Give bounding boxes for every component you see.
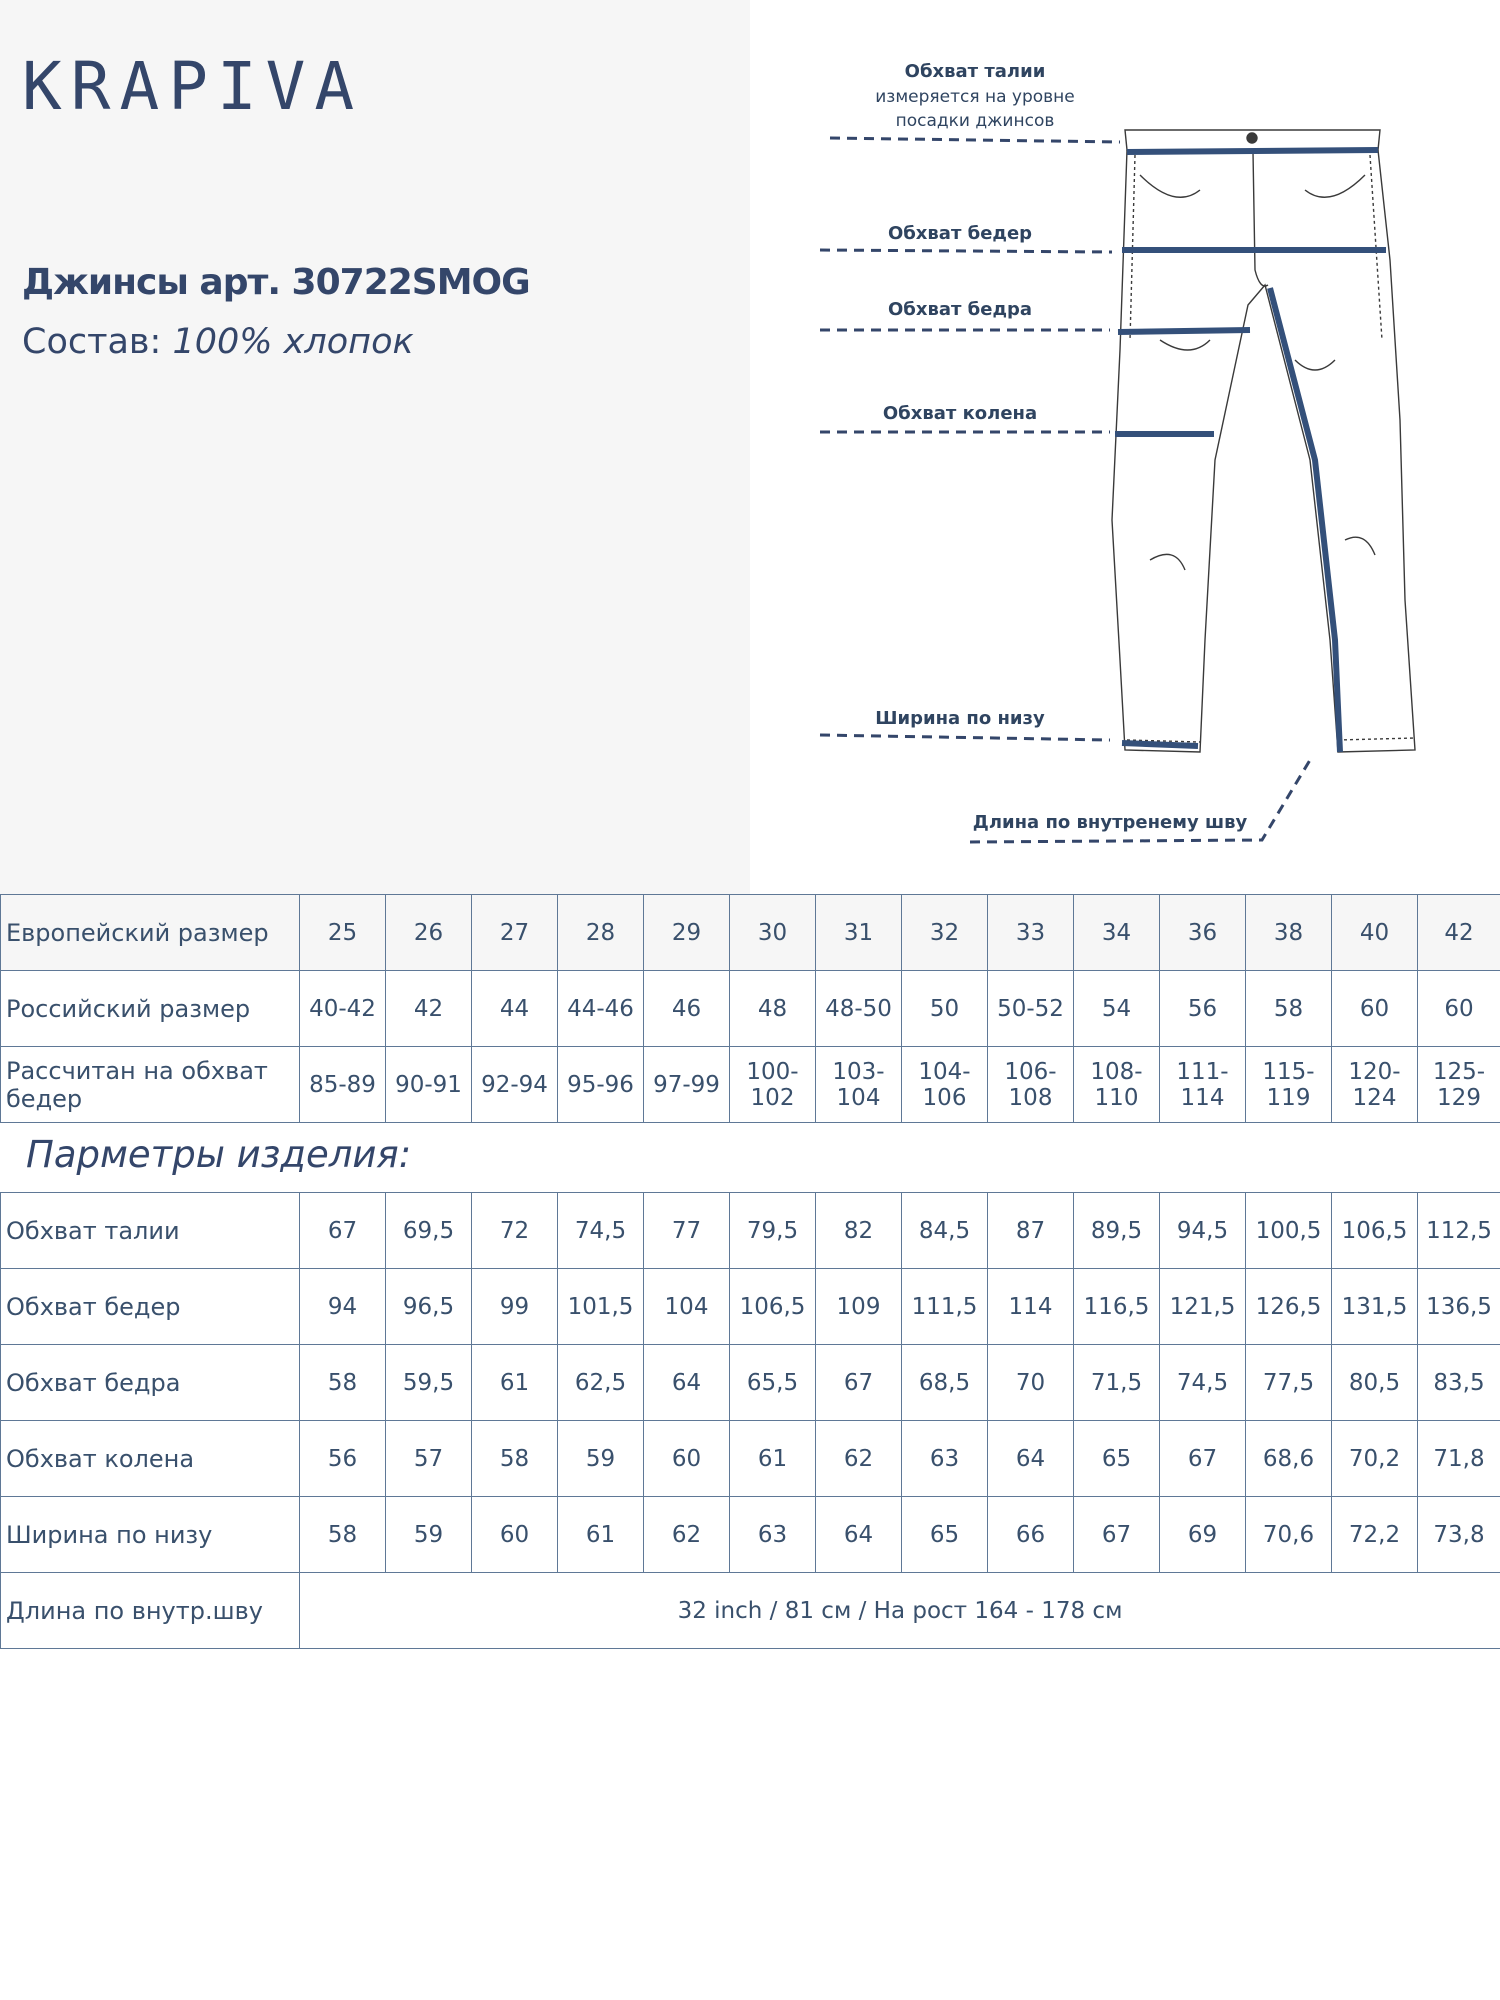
table-row (1, 1497, 1500, 1573)
table-cell: 73,8 (1418, 1497, 1500, 1573)
table-cell: 50-52 (988, 971, 1074, 1047)
table-cell: 74,5 (558, 1193, 644, 1269)
table-cell: 40-42 (300, 971, 386, 1047)
table-cell: 121,5 (1160, 1269, 1246, 1345)
table-cell: 59,5 (386, 1345, 472, 1421)
table-cell: 85-89 (300, 1047, 386, 1123)
row-label: Европейский размер (1, 895, 300, 971)
table-cell: 125-129 (1418, 1047, 1500, 1123)
table-cell: 48-50 (816, 971, 902, 1047)
table-cell: 111,5 (902, 1269, 988, 1345)
table-cell: 77,5 (1246, 1345, 1332, 1421)
table-cell: 64 (816, 1497, 902, 1573)
row-label: Обхват талии (1, 1193, 300, 1269)
table-row (1, 895, 1500, 971)
table-cell: 42 (386, 971, 472, 1047)
table-row (1, 1193, 1500, 1269)
row-label: Российский размер (1, 971, 300, 1047)
table-cell: 70,6 (1246, 1497, 1332, 1573)
header-panel (0, 0, 750, 894)
table-cell: 33 (988, 895, 1074, 971)
table-cell: 126,5 (1246, 1269, 1332, 1345)
table-cell: 46 (644, 971, 730, 1047)
table-row (1, 1573, 1500, 1649)
jeans-measurement-diagram (790, 40, 1500, 900)
brand-logo: KRAPIVA (22, 48, 364, 125)
table-cell: 114 (988, 1269, 1074, 1345)
table-cell: 56 (300, 1421, 386, 1497)
table-cell: 66 (988, 1497, 1074, 1573)
table-cell: 71,5 (1074, 1345, 1160, 1421)
table-cell: 56 (1160, 971, 1246, 1047)
params-table (0, 1192, 1500, 1649)
table-cell: 106-108 (988, 1047, 1074, 1123)
composition-value: 100% хлопок (172, 322, 414, 362)
row-label: Обхват бедра (1, 1345, 300, 1421)
table-cell: 65 (902, 1497, 988, 1573)
table-row (1, 1345, 1500, 1421)
table-cell: 103-104 (816, 1047, 902, 1123)
table-cell: 120-124 (1332, 1047, 1418, 1123)
table-cell: 62 (816, 1421, 902, 1497)
table-row (1, 1047, 1500, 1123)
table-cell: 94 (300, 1269, 386, 1345)
inseam-label: Длина по внутренему шву (972, 812, 1248, 833)
table-cell: 70 (988, 1345, 1074, 1421)
table-cell: 25 (300, 895, 386, 971)
table-cell: 96,5 (386, 1269, 472, 1345)
thigh-label: Обхват бедра (887, 299, 1033, 320)
table-cell: 70,2 (1332, 1421, 1418, 1497)
table-cell: 26 (386, 895, 472, 971)
product-title: Джинсы арт. 30722SMOG (22, 262, 530, 303)
table-cell: 71,8 (1418, 1421, 1500, 1497)
table-cell: 67 (1074, 1497, 1160, 1573)
table-cell: 30 (730, 895, 816, 971)
table-cell: 58 (300, 1497, 386, 1573)
row-label: Ширина по низу (1, 1497, 300, 1573)
table-cell: 62 (644, 1497, 730, 1573)
table-cell: 64 (988, 1421, 1074, 1497)
params-heading: Парметры изделия: (26, 1133, 412, 1176)
table-cell: 54 (1074, 971, 1160, 1047)
table-cell: 67 (1160, 1421, 1246, 1497)
composition-label: Состав: (22, 322, 162, 362)
table-cell: 60 (644, 1421, 730, 1497)
table-cell: 28 (558, 895, 644, 971)
table-cell: 68,5 (902, 1345, 988, 1421)
table-cell: 61 (730, 1421, 816, 1497)
table-cell: 72 (472, 1193, 558, 1269)
table-cell: 62,5 (558, 1345, 644, 1421)
table-cell: 136,5 (1418, 1269, 1500, 1345)
table-cell: 109 (816, 1269, 902, 1345)
table-cell: 61 (558, 1497, 644, 1573)
row-label: Рассчитан на обхват бедер (1, 1047, 300, 1123)
table-cell: 116,5 (1074, 1269, 1160, 1345)
table-cell: 69 (1160, 1497, 1246, 1573)
row-label: Обхват бедер (1, 1269, 300, 1345)
table-cell: 106,5 (730, 1269, 816, 1345)
inseam-value: 32 inch / 81 см / На рост 164 - 178 см (300, 1573, 1500, 1649)
table-cell: 100-102 (730, 1047, 816, 1123)
table-cell: 112,5 (1418, 1193, 1500, 1269)
table-cell: 68,6 (1246, 1421, 1332, 1497)
table-cell: 60 (1418, 971, 1500, 1047)
measurement-bars (1115, 150, 1386, 752)
waist-note-2: посадки джинсов (895, 111, 1055, 131)
table-row (1, 1269, 1500, 1345)
table-cell: 99 (472, 1269, 558, 1345)
table-cell: 89,5 (1074, 1193, 1160, 1269)
table-row (1, 971, 1500, 1047)
table-cell: 80,5 (1332, 1345, 1418, 1421)
row-label: Обхват колена (1, 1421, 300, 1497)
table-cell: 60 (472, 1497, 558, 1573)
table-cell: 104 (644, 1269, 730, 1345)
table-cell: 57 (386, 1421, 472, 1497)
table-cell: 64 (644, 1345, 730, 1421)
table-cell: 111-114 (1160, 1047, 1246, 1123)
table-cell: 90-91 (386, 1047, 472, 1123)
table-cell: 42 (1418, 895, 1500, 971)
hips-label: Обхват бедер (887, 223, 1033, 244)
product-composition (22, 322, 414, 362)
knee-label: Обхват колена (882, 403, 1038, 424)
table-cell: 36 (1160, 895, 1246, 971)
table-cell: 58 (472, 1421, 558, 1497)
table-cell: 38 (1246, 895, 1332, 971)
table-cell: 27 (472, 895, 558, 971)
table-cell: 74,5 (1160, 1345, 1246, 1421)
size-table (0, 894, 1500, 1123)
table-cell: 100,5 (1246, 1193, 1332, 1269)
table-cell: 32 (902, 895, 988, 971)
table-cell: 131,5 (1332, 1269, 1418, 1345)
table-cell: 44 (472, 971, 558, 1047)
table-cell: 72,2 (1332, 1497, 1418, 1573)
table-cell: 65,5 (730, 1345, 816, 1421)
table-cell: 84,5 (902, 1193, 988, 1269)
table-cell: 115-119 (1246, 1047, 1332, 1123)
table-row (1, 1421, 1500, 1497)
hem-label: Ширина по низу (875, 708, 1045, 729)
table-cell: 106,5 (1332, 1193, 1418, 1269)
table-cell: 82 (816, 1193, 902, 1269)
table-cell: 44-46 (558, 971, 644, 1047)
table-cell: 60 (1332, 971, 1418, 1047)
table-cell: 58 (300, 1345, 386, 1421)
table-cell: 77 (644, 1193, 730, 1269)
table-cell: 40 (1332, 895, 1418, 971)
table-cell: 29 (644, 895, 730, 971)
table-cell: 31 (816, 895, 902, 971)
table-cell: 34 (1074, 895, 1160, 971)
table-cell: 101,5 (558, 1269, 644, 1345)
table-cell: 61 (472, 1345, 558, 1421)
table-cell: 108-110 (1074, 1047, 1160, 1123)
row-label: Длина по внутр.шву (1, 1573, 300, 1649)
waist-label: Обхват талии (904, 61, 1046, 82)
table-cell: 59 (558, 1421, 644, 1497)
table-cell: 59 (386, 1497, 472, 1573)
table-cell: 63 (730, 1497, 816, 1573)
table-cell: 104-106 (902, 1047, 988, 1123)
table-cell: 58 (1246, 971, 1332, 1047)
table-cell: 97-99 (644, 1047, 730, 1123)
table-cell: 87 (988, 1193, 1074, 1269)
table-cell: 83,5 (1418, 1345, 1500, 1421)
table-cell: 94,5 (1160, 1193, 1246, 1269)
table-cell: 92-94 (472, 1047, 558, 1123)
table-cell: 79,5 (730, 1193, 816, 1269)
table-cell: 65 (1074, 1421, 1160, 1497)
waist-note-1: измеряется на уровне (875, 87, 1075, 107)
table-cell: 63 (902, 1421, 988, 1497)
table-cell: 50 (902, 971, 988, 1047)
table-cell: 69,5 (386, 1193, 472, 1269)
table-cell: 67 (816, 1345, 902, 1421)
table-cell: 67 (300, 1193, 386, 1269)
table-cell: 95-96 (558, 1047, 644, 1123)
jeans-sketch (1112, 130, 1415, 752)
table-cell: 48 (730, 971, 816, 1047)
